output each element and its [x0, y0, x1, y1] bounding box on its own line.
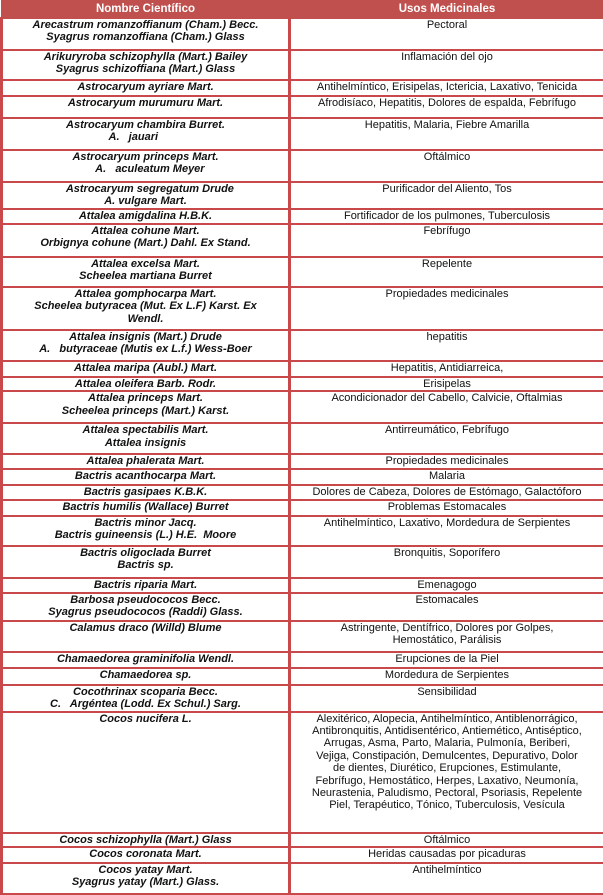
scientific-name-cell-line: Attalea gomphocarpa Mart.: [5, 288, 286, 300]
medicinal-uses-cell: [290, 257, 603, 287]
scientific-name-cell-line: Cocos schizophylla (Mart.) Glass: [5, 834, 286, 846]
medicinal-uses-cell-line: Erisipelas: [293, 378, 601, 390]
scientific-name-cell: [2, 80, 290, 96]
table-row: [2, 182, 603, 209]
medicinal-uses-cell: [290, 578, 603, 593]
scientific-name-cell-line: Bactris acanthocarpa Mart.: [5, 470, 286, 482]
scientific-name-cell: [2, 712, 290, 833]
medicinal-uses-cell-line: Problemas Estomacales: [293, 501, 601, 513]
medicinal-uses-cell-line: Neurastenia, Paludismo, Pectoral, Psoriasis, Repelente: [293, 787, 601, 799]
table-row: [2, 685, 603, 712]
scientific-name-cell: [2, 182, 290, 209]
medicinal-uses-cell: [290, 685, 603, 712]
scientific-name-cell: [2, 668, 290, 685]
header-scientific-name: Nombre Científico: [2, 1, 290, 18]
scientific-name-cell: [2, 546, 290, 578]
table-row: [2, 377, 603, 391]
table-row: [2, 578, 603, 593]
table-row: [2, 18, 603, 50]
scientific-name-cell: [2, 287, 290, 330]
table-row: [2, 593, 603, 621]
medicinal-uses-cell: [290, 712, 603, 833]
scientific-name-cell: [2, 257, 290, 287]
scientific-name-cell: [2, 847, 290, 863]
header-medicinal-uses: Usos Medicinales: [290, 1, 603, 18]
scientific-name-cell-line: Cocos nucifera L.: [5, 713, 286, 725]
table-row: [2, 454, 603, 469]
medicinal-uses-cell-line: Estomacales: [293, 594, 601, 606]
scientific-name-cell: [2, 18, 290, 50]
table-row: [2, 500, 603, 516]
scientific-name-cell-line: Bactris gasipaes K.B.K.: [5, 486, 286, 498]
scientific-name-cell-line: Cocos yatay Mart.: [5, 864, 286, 876]
scientific-name-cell: [2, 833, 290, 847]
scientific-name-cell-line: Bactris riparia Mart.: [5, 579, 286, 591]
scientific-name-cell-line: Syagrus romanzoffiana (Cham.) Glass: [5, 31, 286, 43]
medicinal-uses-cell-line: Erupciones de la Piel: [293, 653, 601, 665]
medicinal-uses-cell-line: Hepatitis, Malaria, Fiebre Amarilla: [293, 119, 601, 131]
medicinal-uses-cell: [290, 469, 603, 485]
scientific-name-cell-line: Attalea spectabilis Mart.: [5, 424, 286, 436]
scientific-name-cell-line: Attalea maripa (Aubl.) Mart.: [5, 362, 286, 374]
medicinal-uses-cell: [290, 621, 603, 652]
table-row: [2, 652, 603, 668]
scientific-name-cell-line: Cocothrinax scoparia Becc.: [5, 686, 286, 698]
scientific-name-cell-line: Wendl.: [5, 313, 286, 325]
scientific-name-cell: [2, 685, 290, 712]
scientific-name-cell-line: Bactris sp.: [5, 559, 286, 571]
scientific-name-cell: [2, 423, 290, 454]
table-row: [2, 863, 603, 894]
medicinal-uses-cell: [290, 500, 603, 516]
table-row: [2, 712, 603, 833]
scientific-name-cell: [2, 391, 290, 423]
medicinal-uses-cell: [290, 50, 603, 80]
medicinal-uses-cell-line: Hepatitis, Antidiarreica,: [293, 362, 601, 374]
medicinal-uses-cell-line: Bronquitis, Soporífero: [293, 547, 601, 559]
medicinal-uses-cell: [290, 833, 603, 847]
scientific-name-cell: [2, 652, 290, 668]
scientific-name-cell: [2, 485, 290, 499]
scientific-name-cell: [2, 224, 290, 257]
scientific-name-cell-line: Attalea insignis: [5, 437, 286, 449]
table-row: [2, 118, 603, 150]
medicinal-uses-cell: [290, 652, 603, 668]
scientific-name-cell-line: A. aculeatum Meyer: [5, 163, 286, 175]
medicinal-uses-cell: [290, 668, 603, 685]
scientific-name-cell: [2, 500, 290, 516]
medicinal-uses-cell-line: Oftálmico: [293, 151, 601, 163]
scientific-name-cell-line: Chamaedorea sp.: [5, 669, 286, 681]
scientific-name-cell-line: Bactris guineensis (L.) H.E. Moore: [5, 529, 286, 541]
table-row: [2, 469, 603, 485]
medicinal-uses-cell: [290, 182, 603, 209]
medicinal-uses-cell-line: Repelente: [293, 258, 601, 270]
scientific-name-cell: [2, 578, 290, 593]
medicinal-uses-cell-line: Mordedura de Serpientes: [293, 669, 601, 681]
scientific-name-cell-line: Arecastrum romanzoffianum (Cham.) Becc.: [5, 19, 286, 31]
table-row: [2, 80, 603, 96]
medicinal-uses-cell: [290, 118, 603, 150]
table-row: [2, 209, 603, 224]
scientific-name-cell-line: A. jauari: [5, 131, 286, 143]
table-row: [2, 833, 603, 847]
scientific-name-cell-line: Attalea amigdalina H.B.K.: [5, 210, 286, 222]
table-row: [2, 330, 603, 361]
table-row: [2, 546, 603, 578]
scientific-name-cell: [2, 516, 290, 546]
medicinal-uses-cell-line: Afrodisíaco, Hepatitis, Dolores de espalda, Febrífugo: [293, 97, 601, 109]
scientific-name-cell: [2, 50, 290, 80]
scientific-name-cell-line: Attalea oleifera Barb. Rodr.: [5, 378, 286, 390]
scientific-name-cell-line: Attalea cohune Mart.: [5, 225, 286, 237]
table-row: [2, 361, 603, 377]
scientific-name-cell-line: Syagrus pseudococos (Raddi) Glass.: [5, 606, 286, 618]
medicinal-uses-cell: [290, 80, 603, 96]
medicinal-uses-cell: [290, 224, 603, 257]
medicinal-uses-cell: [290, 150, 603, 182]
table-row: [2, 485, 603, 499]
table-row: [2, 50, 603, 80]
scientific-name-cell: [2, 330, 290, 361]
scientific-name-cell: [2, 96, 290, 118]
medicinal-uses-cell: [290, 96, 603, 118]
medicinal-uses-cell-line: hepatitis: [293, 331, 601, 343]
scientific-name-cell-line: Scheelea princeps (Mart.) Karst.: [5, 405, 286, 417]
table-row: [2, 224, 603, 257]
scientific-name-cell-line: Attalea phalerata Mart.: [5, 455, 286, 467]
scientific-name-cell-line: Scheelea martiana Burret: [5, 270, 286, 282]
medicinal-uses-cell-line: Antihelmíntico: [293, 864, 601, 876]
table-row: [2, 257, 603, 287]
medicinal-uses-cell-line: Antirreumático, Febrífugo: [293, 424, 601, 436]
medicinal-uses-cell-line: Inflamación del ojo: [293, 51, 601, 63]
scientific-name-cell-line: Bactris minor Jacq.: [5, 517, 286, 529]
scientific-name-cell-line: Arikuryroba schizophylla (Mart.) Bailey: [5, 51, 286, 63]
table-row: [2, 516, 603, 546]
medicinal-uses-cell-line: Febrífugo, Hemostático, Herpes, Laxativo, Neumonía,: [293, 775, 601, 787]
medicinal-uses-cell-line: Pectoral: [293, 19, 601, 31]
medicinal-uses-cell-line: Piel, Terapéutico, Tónico, Tuberculosis, Vesícula: [293, 799, 601, 811]
medicinal-uses-cell: [290, 391, 603, 423]
scientific-name-cell-line: Attalea excelsa Mart.: [5, 258, 286, 270]
medicinal-uses-cell-line: Fortificador de los pulmones, Tuberculosis: [293, 210, 601, 222]
medicinal-uses-cell-line: Dolores de Cabeza, Dolores de Estómago, Galactóforo: [293, 486, 601, 498]
medicinal-uses-cell-line: Propiedades medicinales: [293, 455, 601, 467]
table-row: [2, 96, 603, 118]
table-row: [2, 391, 603, 423]
medicinal-uses-cell-line: Purificador del Aliento, Tos: [293, 183, 601, 195]
table-row: [2, 150, 603, 182]
scientific-name-cell: [2, 150, 290, 182]
medicinal-uses-cell: [290, 361, 603, 377]
scientific-name-cell-line: Attalea princeps Mart.: [5, 392, 286, 404]
scientific-name-cell-line: Chamaedorea graminifolia Wendl.: [5, 653, 286, 665]
medicinal-uses-cell: [290, 454, 603, 469]
medicinal-uses-cell-line: Emenagogo: [293, 579, 601, 591]
scientific-name-cell-line: Syagrus schizoffiana (Mart.) Glass: [5, 63, 286, 75]
scientific-name-cell-line: Astrocaryum princeps Mart.: [5, 151, 286, 163]
scientific-name-cell-line: Astrocaryum segregatum Drude: [5, 183, 286, 195]
scientific-name-cell-line: Bactris oligoclada Burret: [5, 547, 286, 559]
medicinal-uses-cell: [290, 863, 603, 894]
scientific-name-cell-line: Cocos coronata Mart.: [5, 848, 286, 860]
medicinal-uses-cell-line: Propiedades medicinales: [293, 288, 601, 300]
medicinal-uses-cell: [290, 377, 603, 391]
scientific-name-cell: [2, 593, 290, 621]
scientific-name-cell: [2, 863, 290, 894]
scientific-name-cell-line: Astrocaryum ayriare Mart.: [5, 81, 286, 93]
medicinal-uses-cell-line: de dientes, Diurético, Erupciones, Estimulante,: [293, 762, 601, 774]
medicinal-uses-cell: [290, 423, 603, 454]
medicinal-uses-cell: [290, 516, 603, 546]
medicinal-uses-cell-line: Malaria: [293, 470, 601, 482]
medicinal-uses-cell-line: Antihelmíntico, Laxativo, Mordedura de Serpientes: [293, 517, 601, 529]
medicinal-uses-cell-line: Febrífugo: [293, 225, 601, 237]
scientific-name-cell: [2, 361, 290, 377]
scientific-name-cell: [2, 209, 290, 224]
medicinal-uses-cell-line: Vejiga, Constipación, Demulcentes, Depurativo, Dolor: [293, 750, 601, 762]
scientific-name-cell-line: Bactris humilis (Wallace) Burret: [5, 501, 286, 513]
medicinal-uses-cell-line: Oftálmico: [293, 834, 601, 846]
medicinal-uses-cell: [290, 847, 603, 863]
table-row: [2, 287, 603, 330]
medicinal-uses-cell-line: Antihelmíntico, Erisipelas, Ictericia, Laxativo, Tenicida: [293, 81, 601, 93]
scientific-name-cell-line: Orbignya cohune (Mart.) Dahl. Ex Stand.: [5, 237, 286, 249]
scientific-name-cell-line: A. butyraceae (Mutis ex L.f.) Wess-Boer: [5, 343, 286, 355]
scientific-name-cell-line: Attalea insignis (Mart.) Drude: [5, 331, 286, 343]
medicinal-uses-cell: [290, 546, 603, 578]
scientific-name-cell-line: Astrocaryum murumuru Mart.: [5, 97, 286, 109]
scientific-name-cell: [2, 118, 290, 150]
table-row: [2, 847, 603, 863]
scientific-name-cell-line: Calamus draco (Willd) Blume: [5, 622, 286, 634]
scientific-name-cell-line: Astrocaryum chambira Burret.: [5, 119, 286, 131]
scientific-name-cell-line: A. vulgare Mart.: [5, 195, 286, 207]
scientific-name-cell: [2, 377, 290, 391]
medicinal-uses-cell: [290, 287, 603, 330]
scientific-name-cell: [2, 621, 290, 652]
scientific-name-cell: [2, 454, 290, 469]
medicinal-uses-cell-line: Hemostático, Parálisis: [293, 634, 601, 646]
table-row: [2, 668, 603, 685]
medicinal-uses-cell-line: Sensibilidad: [293, 686, 601, 698]
scientific-name-cell-line: C. Argéntea (Lodd. Ex Schul.) Sarg.: [5, 698, 286, 710]
medicinal-uses-cell-line: Astringente, Dentífrico, Dolores por Golpes,: [293, 622, 601, 634]
scientific-name-cell-line: Syagrus yatay (Mart.) Glass.: [5, 876, 286, 888]
table-row: [2, 621, 603, 652]
medicinal-uses-cell: [290, 18, 603, 50]
table-header-row: [2, 1, 603, 18]
medicinal-uses-cell-line: Acondicionador del Cabello, Calvicie, Oftalmias: [293, 392, 601, 404]
table-row: [2, 423, 603, 454]
medicinal-uses-cell-line: Alexitérico, Alopecia, Antihelmíntico, Antiblenorrágico,: [293, 713, 601, 725]
medicinal-uses-cell: [290, 593, 603, 621]
medicinal-uses-cell-line: Antibronquitis, Antidisentérico, Antiemético, Antiséptico,: [293, 725, 601, 737]
medicinal-uses-cell-line: Arrugas, Asma, Parto, Malaria, Pulmonía, Beriberi,: [293, 737, 601, 749]
scientific-name-cell-line: Barbosa pseudococos Becc.: [5, 594, 286, 606]
medicinal-uses-cell: [290, 209, 603, 224]
scientific-name-cell-line: Scheelea butyracea (Mut. Ex L.F) Karst. Ex: [5, 300, 286, 312]
medicinal-uses-cell: [290, 485, 603, 499]
medicinal-uses-cell-line: Heridas causadas por picaduras: [293, 848, 601, 860]
scientific-name-cell: [2, 469, 290, 485]
medicinal-uses-cell: [290, 330, 603, 361]
